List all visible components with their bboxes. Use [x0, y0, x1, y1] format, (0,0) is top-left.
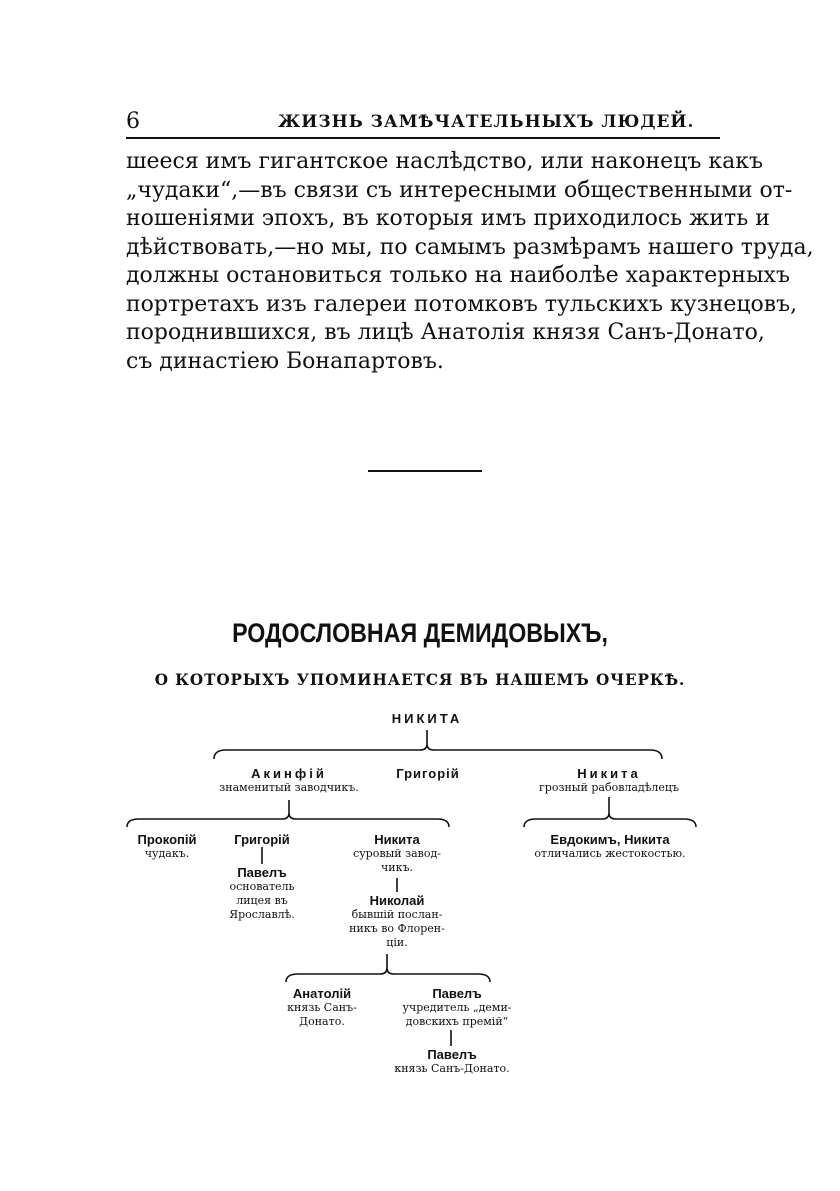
genealogy-subtitle: О КОТОРЫХЪ УПОМИНАЕТСЯ ВЪ НАШЕМЪ ОЧЕРКѢ.	[154, 670, 686, 689]
tree-brace	[127, 813, 449, 827]
node-evdokim-desc: отличались жестокостью.	[534, 847, 686, 860]
node-grigoriy-1-name: Григорій	[396, 766, 460, 781]
section-divider	[368, 470, 482, 472]
node-evdokim-name: Евдокимъ, Никита	[550, 832, 670, 847]
tree-brace	[214, 744, 662, 759]
node-nikita-2-name: Никита	[577, 766, 641, 781]
text-line: съ династіею Бонапартовъ.	[126, 348, 444, 374]
node-nikita-3-desc-2: чикъ.	[381, 861, 413, 874]
text-line: шееся имъ гигантское наслѣдство, или наконецъ какъ	[126, 149, 763, 174]
node-anatoliy-name: Анатолій	[292, 986, 352, 1001]
text-line: портретахъ изъ галереи потомковъ тульскихъ кузнецовъ,	[126, 291, 798, 317]
genealogy-title: РОДОСЛОВНАЯ ДЕМИДОВЫХЪ,	[232, 618, 608, 648]
tree-brace	[524, 813, 696, 827]
body-paragraph	[126, 148, 814, 376]
node-pavel-1-name: Павелъ	[237, 865, 287, 880]
node-nikita-root-name: НИКИТА	[391, 711, 463, 726]
node-akinfiy-desc: знаменитый заводчикъ.	[219, 781, 359, 794]
text-line: породнившихся, въ лицѣ Анатолія князя Санъ-Донато,	[126, 320, 765, 345]
node-pavel-2-desc-1: учредитель „деми-	[402, 1001, 512, 1014]
node-anatoliy-desc-1: князь Санъ-	[287, 1001, 357, 1014]
node-nikolay-desc-1: бывшій послан-	[351, 908, 443, 921]
text-line: должны остановиться только на наиболѣе характерныхъ	[126, 263, 790, 288]
node-nikita-3-name: Никита	[374, 832, 420, 847]
node-nikita-3-desc-1: суровый завод-	[353, 847, 441, 860]
node-pavel-1-desc-1: основатель	[229, 880, 295, 893]
running-head: ЖИЗНЬ ЗАМѢЧАТЕЛЬНЫХЪ ЛЮДЕЙ.	[278, 112, 695, 132]
node-pavel-1-desc-3: Ярославлѣ.	[229, 908, 295, 921]
node-pavel-1-desc-2: лицея въ	[236, 894, 288, 907]
node-nikita-2-desc: грозный рабовладѣлецъ	[539, 781, 679, 794]
text-line: дѣйствовать,—но мы, по самымъ размѣрамъ нашего труда,	[126, 234, 814, 260]
node-akinfiy-name: Акинфій	[251, 766, 327, 781]
node-pavel-3-name: Павелъ	[427, 1047, 477, 1062]
node-prokopiy-name: Прокопій	[137, 832, 197, 847]
node-pavel-3-desc: князь Санъ-Донато.	[394, 1062, 510, 1075]
node-anatoliy-desc-2: Донато.	[299, 1015, 345, 1028]
tree-brace	[286, 968, 490, 982]
node-pavel-2-name: Павелъ	[432, 986, 482, 1001]
node-nikolay-name: Николай	[369, 893, 425, 908]
node-nikolay-desc-2: никъ во Флорен-	[349, 922, 445, 935]
text-line: ношеніями эпохъ, въ которыя имъ приходилось жить и	[126, 206, 770, 231]
node-prokopiy-desc: чудакъ.	[144, 847, 190, 860]
node-nikolay-desc-3: ціи.	[386, 936, 408, 949]
text-line: „чудаки“,—въ связи съ интересными общественными от-	[126, 177, 793, 203]
node-pavel-2-desc-2: довскихъ премій“	[405, 1015, 509, 1028]
header-rule	[126, 137, 720, 139]
page-number: 6	[126, 109, 140, 134]
node-grigoriy-2-name: Григорій	[234, 832, 290, 847]
